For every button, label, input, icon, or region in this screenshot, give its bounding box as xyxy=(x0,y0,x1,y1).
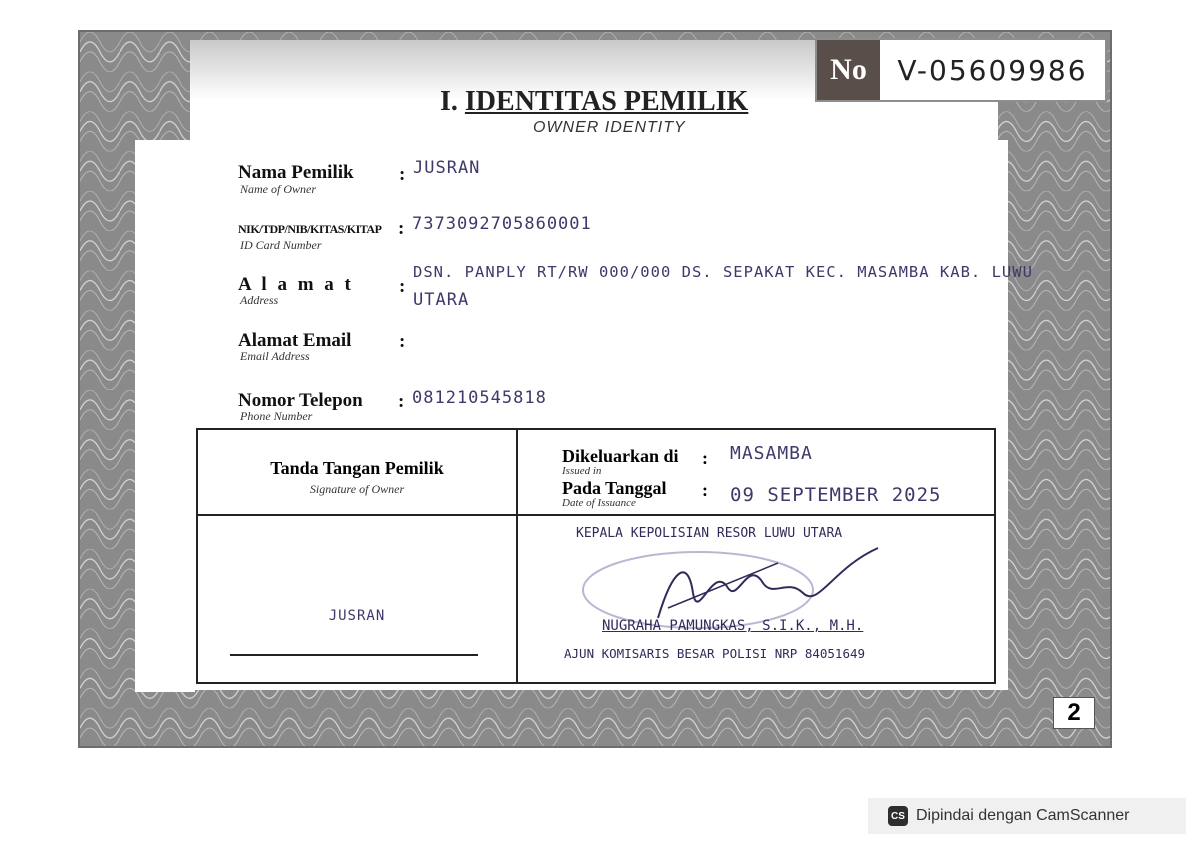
id-number-colon: : xyxy=(398,218,405,239)
phone-value: 081210545818 xyxy=(412,388,547,408)
id-number-sub: ID Card Number xyxy=(240,238,322,252)
email-label: Alamat Email xyxy=(238,330,352,351)
issue-date-label: Pada Tanggal xyxy=(562,478,667,498)
official-name: NUGRAHA PAMUNGKAS, S.I.K., M.H. xyxy=(602,618,864,634)
issued-in-value: MASAMBA xyxy=(730,443,813,464)
certificate-number-box xyxy=(815,38,1107,102)
title-text: IDENTITAS PEMILIK xyxy=(464,86,749,117)
phone-colon: : xyxy=(398,391,405,412)
number-value: V-05609986 xyxy=(897,53,1088,87)
owner-name-colon: : xyxy=(399,164,406,185)
id-number-label: NIK/TDP/NIB/KITAS/KITAP xyxy=(238,222,382,236)
table-divider-horizontal xyxy=(198,514,994,516)
camscanner-badge xyxy=(868,798,1186,834)
camscanner-icon: CS xyxy=(888,806,908,826)
issued-in-colon: : xyxy=(702,448,708,468)
camscanner-text: Dipindai dengan CamScanner xyxy=(916,807,1130,824)
id-number-value: 7373092705860001 xyxy=(412,214,592,234)
issue-date-value: 09 SEPTEMBER 2025 xyxy=(730,484,942,506)
owner-name-value: JUSRAN xyxy=(413,158,481,178)
issue-date-colon: : xyxy=(702,480,708,500)
page-subtitle: OWNER IDENTITY xyxy=(533,119,686,136)
phone-sub: Phone Number xyxy=(240,409,313,423)
number-label: No xyxy=(817,40,880,100)
email-colon: : xyxy=(399,331,406,352)
page-number: 2 xyxy=(1053,697,1095,729)
address-label: A l a m a t xyxy=(238,274,354,295)
issued-in-label: Dikeluarkan di xyxy=(562,446,679,466)
address-colon: : xyxy=(399,276,406,297)
address-value-line2: UTARA xyxy=(413,290,470,310)
official-rank: AJUN KOMISARIS BESAR POLISI NRP 84051649 xyxy=(564,646,866,661)
owner-name-label: Nama Pemilik xyxy=(238,162,354,183)
table-divider-vertical xyxy=(516,430,518,682)
owner-name-sub: Name of Owner xyxy=(240,182,316,196)
phone-label: Nomor Telepon xyxy=(238,390,363,411)
issue-date-sub: Date of Issuance xyxy=(562,497,636,509)
page-title xyxy=(440,86,748,118)
official-title: KEPALA KEPOLISIAN RESOR LUWU UTARA xyxy=(576,526,843,541)
owner-signature-label: Tanda Tangan Pemilik xyxy=(270,458,444,478)
panel-left-extension xyxy=(135,140,195,690)
email-sub: Email Address xyxy=(240,349,310,363)
signature-table xyxy=(196,428,996,684)
owner-signature-name: JUSRAN xyxy=(328,608,386,624)
owner-signature-sub: Signature of Owner xyxy=(309,482,405,496)
address-sub: Address xyxy=(240,293,279,307)
title-prefix: I. xyxy=(440,86,458,117)
address-value-line1: DSN. PANPLY RT/RW 000/000 DS. SEPAKAT KEC. MASAMBA KAB. LUWU xyxy=(413,263,1033,281)
issued-in-sub: Issued in xyxy=(562,465,602,477)
owner-signature-line xyxy=(230,654,478,656)
